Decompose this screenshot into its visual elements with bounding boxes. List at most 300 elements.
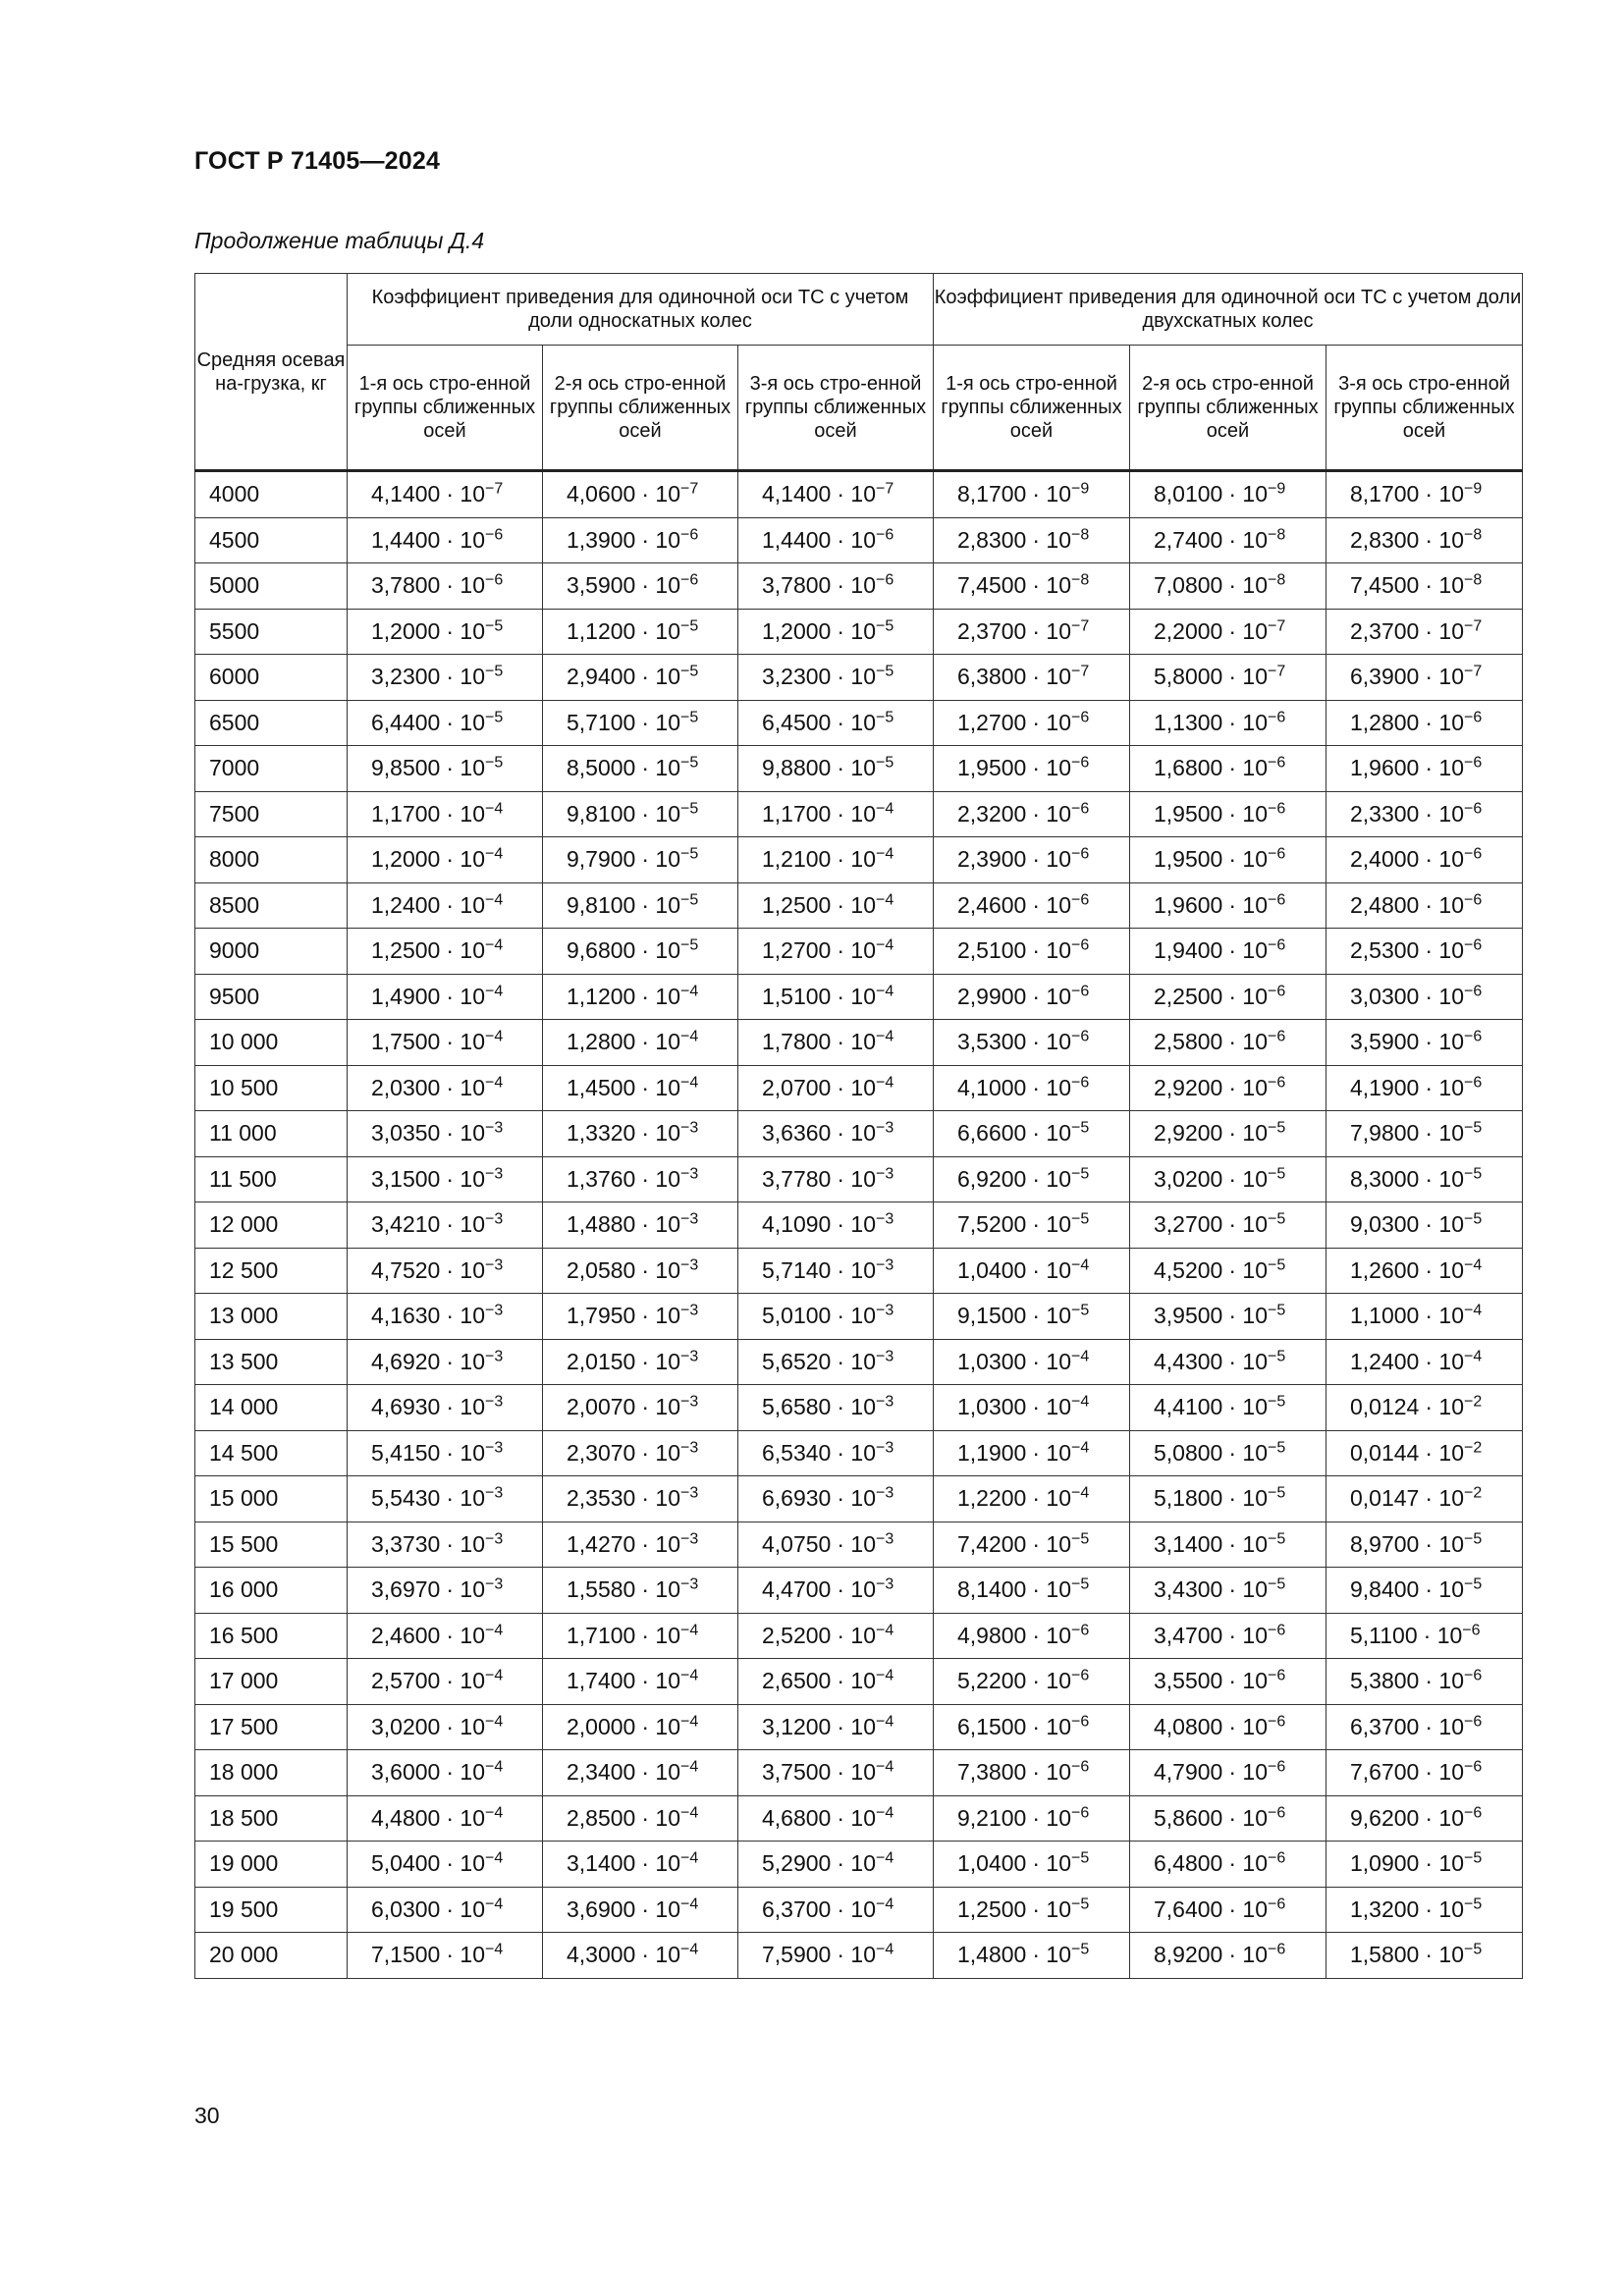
mantissa: 8,9200: [1154, 1942, 1223, 1968]
multiplier: · 10: [1425, 1485, 1464, 1512]
axle-load-cell: 4000: [195, 471, 348, 518]
multiplier: · 10: [837, 1120, 876, 1147]
coefficient-cell: [934, 1065, 1130, 1111]
exponent: −8: [1268, 526, 1286, 544]
coefficient-cell: [1326, 1111, 1523, 1157]
exponent: −6: [1071, 1713, 1090, 1731]
coefficient-cell: [348, 563, 543, 610]
exponent: −4: [680, 983, 699, 1000]
coefficient-cell: [1130, 1933, 1326, 1979]
multiplier: · 10: [641, 846, 680, 873]
coefficient-cell: [738, 1568, 934, 1614]
multiplier: · 10: [1425, 1942, 1464, 1968]
coefficient-cell: [348, 746, 543, 792]
mantissa: 9,8500: [371, 755, 441, 781]
multiplier: · 10: [837, 800, 876, 827]
exponent: −6: [680, 571, 699, 589]
header-dual-tire-group: Коэффициент приведения для одиночной оси ТС с учетом доли двухскатных колес: [934, 274, 1523, 346]
header-single-tire-group: Коэффициент приведения для одиночной оси ТС с учетом доли односкатных колес: [348, 274, 934, 346]
mantissa: 2,8300: [957, 526, 1027, 553]
multiplier: · 10: [1032, 1942, 1071, 1968]
axle-load-cell: 10 000: [195, 1020, 348, 1066]
multiplier: · 10: [446, 1211, 485, 1238]
mantissa: 3,5900: [1350, 1029, 1420, 1055]
coefficient-cell: [1130, 1659, 1326, 1705]
coefficient-cell: [348, 655, 543, 701]
axle-load-cell: 4500: [195, 517, 348, 563]
axle-load-cell: 7000: [195, 746, 348, 792]
multiplier: · 10: [446, 846, 485, 873]
mantissa: 5,7140: [762, 1256, 832, 1283]
exponent: −6: [680, 526, 699, 544]
mantissa: 5,2900: [762, 1850, 832, 1877]
exponent: −6: [1268, 800, 1286, 818]
table-row: [195, 746, 1523, 792]
axle-load-cell: 11 000: [195, 1111, 348, 1157]
mantissa: 4,1000: [957, 1074, 1027, 1100]
mantissa: 6,4800: [1154, 1850, 1223, 1877]
coefficient-cell: [543, 1065, 738, 1111]
multiplier: · 10: [1425, 1530, 1464, 1557]
mantissa: 1,9500: [957, 755, 1027, 781]
mantissa: 3,0200: [1154, 1165, 1223, 1192]
exponent: −3: [485, 1530, 504, 1548]
multiplier: · 10: [1425, 709, 1464, 735]
mantissa: 3,4210: [371, 1211, 441, 1238]
coefficient-cell: [1130, 1020, 1326, 1066]
exponent: −6: [1268, 891, 1286, 909]
multiplier: · 10: [641, 1713, 680, 1739]
mantissa: 1,3320: [567, 1120, 636, 1147]
exponent: −4: [1071, 1393, 1090, 1411]
mantissa: 1,2500: [371, 937, 441, 964]
table-row: [195, 1339, 1523, 1385]
mantissa: 1,2100: [762, 846, 832, 873]
data-table: [194, 273, 1523, 1979]
multiplier: · 10: [837, 1942, 876, 1968]
axle-load-cell: 15 000: [195, 1476, 348, 1522]
mantissa: 1,0900: [1350, 1850, 1420, 1877]
multiplier: · 10: [641, 1804, 680, 1831]
coefficient-cell: [738, 1933, 934, 1979]
exponent: −6: [485, 571, 504, 589]
mantissa: 1,9600: [1154, 891, 1223, 918]
mantissa: 5,0400: [371, 1850, 441, 1877]
mantissa: 1,7500: [371, 1029, 441, 1055]
multiplier: · 10: [1425, 1668, 1464, 1694]
coefficient-cell: [738, 1704, 934, 1750]
coefficient-cell: [1130, 1522, 1326, 1568]
exponent: −3: [680, 1393, 699, 1411]
exponent: −6: [876, 571, 894, 589]
mantissa: 2,0000: [567, 1713, 636, 1739]
exponent: −9: [1464, 480, 1483, 498]
exponent: −4: [876, 1758, 894, 1776]
mantissa: 4,0600: [567, 481, 636, 507]
coefficient-cell: [934, 471, 1130, 518]
exponent: −6: [1268, 1758, 1286, 1776]
coefficient-cell: [934, 1842, 1130, 1888]
multiplier: · 10: [641, 1622, 680, 1648]
multiplier: · 10: [1032, 846, 1071, 873]
table-row: [195, 791, 1523, 837]
mantissa: 3,7800: [762, 572, 832, 599]
exponent: −4: [680, 1804, 699, 1822]
exponent: −9: [1071, 480, 1090, 498]
multiplier: · 10: [1425, 1303, 1464, 1329]
mantissa: 3,2300: [762, 664, 832, 690]
multiplier: · 10: [1228, 1713, 1268, 1739]
mantissa: 6,3700: [1350, 1713, 1420, 1739]
exponent: −6: [1071, 1667, 1090, 1684]
multiplier: · 10: [1425, 1896, 1464, 1922]
multiplier: · 10: [1032, 1622, 1071, 1648]
mantissa: 2,4600: [957, 891, 1027, 918]
multiplier: · 10: [1032, 1850, 1071, 1877]
coefficient-cell: [934, 563, 1130, 610]
coefficient-cell: [1130, 700, 1326, 746]
multiplier: · 10: [837, 481, 876, 507]
mantissa: 1,2500: [762, 891, 832, 918]
exponent: −6: [1268, 1667, 1286, 1684]
mantissa: 8,1700: [1350, 481, 1420, 507]
coefficient-cell: [543, 1385, 738, 1431]
multiplier: · 10: [446, 800, 485, 827]
exponent: −6: [1071, 891, 1090, 909]
exponent: −7: [485, 480, 504, 498]
coefficient-cell: [1326, 1294, 1523, 1340]
axle-load-cell: 6500: [195, 700, 348, 746]
mantissa: 9,0300: [1350, 1211, 1420, 1238]
mantissa: 2,3530: [567, 1485, 636, 1512]
mantissa: 3,0300: [1350, 983, 1420, 1009]
exponent: −4: [485, 1713, 504, 1731]
coefficient-cell: [1130, 1202, 1326, 1249]
exponent: −3: [485, 1348, 504, 1365]
multiplier: · 10: [1228, 937, 1268, 964]
coefficient-cell: [934, 974, 1130, 1020]
mantissa: 1,2200: [957, 1485, 1027, 1512]
axle-load-cell: 8000: [195, 837, 348, 883]
multiplier: · 10: [1228, 709, 1268, 735]
coefficient-cell: [543, 882, 738, 929]
table-row: [195, 1202, 1523, 1249]
multiplier: · 10: [837, 1576, 876, 1603]
coefficient-cell: [738, 837, 934, 883]
exponent: −3: [876, 1302, 894, 1319]
mantissa: 1,1300: [1154, 709, 1223, 735]
mantissa: 1,1700: [371, 800, 441, 827]
mantissa: 2,8300: [1350, 526, 1420, 553]
coefficient-cell: [1130, 1385, 1326, 1431]
exponent: −3: [485, 1210, 504, 1228]
table-row: [195, 1933, 1523, 1979]
axle-load-cell: 19 000: [195, 1842, 348, 1888]
coefficient-cell: [934, 1933, 1130, 1979]
multiplier: · 10: [446, 664, 485, 690]
mantissa: 2,0070: [567, 1394, 636, 1420]
multiplier: · 10: [446, 617, 485, 644]
multiplier: · 10: [1425, 1211, 1464, 1238]
coefficient-cell: [1326, 1156, 1523, 1202]
mantissa: 6,1500: [957, 1713, 1027, 1739]
mantissa: 2,3900: [957, 846, 1027, 873]
exponent: −4: [876, 1896, 894, 1913]
coefficient-cell: [738, 563, 934, 610]
axle-load-cell: 12 000: [195, 1202, 348, 1249]
multiplier: · 10: [446, 1576, 485, 1603]
multiplier: · 10: [641, 481, 680, 507]
exponent: −6: [1464, 1074, 1483, 1092]
exponent: −5: [1268, 1393, 1286, 1411]
table-row: [195, 1020, 1523, 1066]
multiplier: · 10: [1228, 1576, 1268, 1603]
coefficient-cell: [543, 837, 738, 883]
coefficient-cell: [1326, 655, 1523, 701]
coefficient-cell: [934, 837, 1130, 883]
coefficient-cell: [1130, 655, 1326, 701]
multiplier: · 10: [641, 1759, 680, 1786]
coefficient-cell: [1326, 791, 1523, 837]
coefficient-cell: [1130, 1430, 1326, 1476]
multiplier: · 10: [641, 526, 680, 553]
exponent: −6: [1071, 1804, 1090, 1822]
exponent: −4: [485, 1804, 504, 1822]
exponent: −6: [1268, 754, 1286, 772]
multiplier: · 10: [446, 1713, 485, 1739]
multiplier: · 10: [837, 1394, 876, 1420]
coefficient-cell: [934, 1385, 1130, 1431]
coefficient-cell: [738, 1202, 934, 1249]
exponent: −4: [876, 845, 894, 863]
exponent: −3: [876, 1256, 894, 1274]
multiplier: · 10: [446, 1439, 485, 1466]
exponent: −3: [876, 1348, 894, 1365]
mantissa: 4,4300: [1154, 1348, 1223, 1374]
coefficient-cell: [934, 1248, 1130, 1294]
mantissa: 2,5700: [371, 1668, 441, 1694]
coefficient-cell: [543, 1156, 738, 1202]
coefficient-cell: [934, 1156, 1130, 1202]
multiplier: · 10: [837, 526, 876, 553]
coefficient-cell: [543, 1613, 738, 1659]
axle-load-cell: 11 500: [195, 1156, 348, 1202]
coefficient-cell: [1130, 1613, 1326, 1659]
multiplier: · 10: [446, 1668, 485, 1694]
coefficient-cell: [934, 1522, 1130, 1568]
exponent: −3: [680, 1165, 699, 1183]
exponent: −5: [1268, 1165, 1286, 1183]
multiplier: · 10: [837, 617, 876, 644]
exponent: −3: [680, 1210, 699, 1228]
mantissa: 2,0300: [371, 1074, 441, 1100]
mantissa: 8,1400: [957, 1576, 1027, 1603]
multiplier: · 10: [1228, 1622, 1268, 1648]
coefficient-cell: [543, 1020, 738, 1066]
exponent: −4: [680, 1758, 699, 1776]
mantissa: 6,9200: [957, 1165, 1027, 1192]
coefficient-cell: [1130, 1887, 1326, 1933]
coefficient-cell: [1130, 1339, 1326, 1385]
coefficient-cell: [1130, 563, 1326, 610]
multiplier: · 10: [641, 1303, 680, 1329]
mantissa: 3,1500: [371, 1165, 441, 1192]
exponent: −5: [680, 800, 699, 818]
multiplier: · 10: [837, 755, 876, 781]
multiplier: · 10: [641, 755, 680, 781]
multiplier: · 10: [641, 1256, 680, 1283]
exponent: −5: [1464, 1849, 1483, 1867]
multiplier: · 10: [837, 1074, 876, 1100]
multiplier: · 10: [1228, 1165, 1268, 1192]
header-dual-axle-3: 3-я ось стро-енной группы сближенных осей: [1326, 346, 1523, 471]
mantissa: 1,2800: [1350, 709, 1420, 735]
mantissa: 4,5200: [1154, 1256, 1223, 1283]
multiplier: · 10: [1228, 1120, 1268, 1147]
multiplier: · 10: [1032, 526, 1071, 553]
coefficient-cell: [348, 1887, 543, 1933]
mantissa: 1,4800: [957, 1942, 1027, 1968]
exponent: −3: [485, 1575, 504, 1593]
multiplier: · 10: [1228, 800, 1268, 827]
multiplier: · 10: [1425, 526, 1464, 553]
multiplier: · 10: [641, 1211, 680, 1238]
exponent: −7: [1464, 617, 1483, 635]
coefficient-cell: [934, 1111, 1130, 1157]
mantissa: 1,7100: [567, 1622, 636, 1648]
exponent: −5: [485, 663, 504, 680]
multiplier: · 10: [446, 891, 485, 918]
multiplier: · 10: [1425, 1576, 1464, 1603]
exponent: −3: [680, 1530, 699, 1548]
coefficient-cell: [1130, 1704, 1326, 1750]
mantissa: 1,2500: [957, 1896, 1027, 1922]
coefficient-cell: [348, 471, 543, 518]
mantissa: 5,3800: [1350, 1668, 1420, 1694]
multiplier: · 10: [641, 617, 680, 644]
mantissa: 0,0147: [1350, 1485, 1420, 1512]
coefficient-cell: [543, 746, 738, 792]
exponent: −6: [1071, 1028, 1090, 1045]
multiplier: · 10: [1032, 572, 1071, 599]
multiplier: · 10: [1032, 800, 1071, 827]
multiplier: · 10: [1032, 1394, 1071, 1420]
multiplier: · 10: [1228, 481, 1268, 507]
mantissa: 4,1400: [371, 481, 441, 507]
mantissa: 5,5430: [371, 1485, 441, 1512]
exponent: −5: [1464, 1530, 1483, 1548]
coefficient-cell: [1326, 1202, 1523, 1249]
coefficient-cell: [1130, 1248, 1326, 1294]
mantissa: 6,6600: [957, 1120, 1027, 1147]
mantissa: 9,8400: [1350, 1576, 1420, 1603]
coefficient-cell: [1326, 1476, 1523, 1522]
exponent: −3: [485, 1393, 504, 1411]
multiplier: · 10: [1425, 1074, 1464, 1100]
coefficient-cell: [738, 471, 934, 518]
mantissa: 7,0800: [1154, 572, 1223, 599]
multiplier: · 10: [1032, 1759, 1071, 1786]
mantissa: 1,2400: [371, 891, 441, 918]
exponent: −5: [1268, 1302, 1286, 1319]
multiplier: · 10: [1032, 755, 1071, 781]
coefficient-cell: [738, 791, 934, 837]
coefficient-cell: [1326, 837, 1523, 883]
coefficient-cell: [1326, 1704, 1523, 1750]
exponent: −8: [1464, 526, 1483, 544]
coefficient-cell: [543, 1795, 738, 1842]
exponent: −6: [1464, 1028, 1483, 1045]
exponent: −6: [1464, 754, 1483, 772]
multiplier: · 10: [1228, 572, 1268, 599]
exponent: −5: [680, 663, 699, 680]
exponent: −4: [876, 1941, 894, 1958]
coefficient-cell: [348, 1339, 543, 1385]
table-row: [195, 1568, 1523, 1614]
mantissa: 1,2400: [1350, 1348, 1420, 1374]
mantissa: 1,2600: [1350, 1256, 1420, 1283]
multiplier: · 10: [1032, 1303, 1071, 1329]
axle-load-cell: 12 500: [195, 1248, 348, 1294]
mantissa: 6,5340: [762, 1439, 832, 1466]
coefficient-cell: [934, 1887, 1130, 1933]
coefficient-cell: [934, 609, 1130, 655]
exponent: −5: [1071, 1896, 1090, 1913]
exponent: −4: [485, 936, 504, 954]
exponent: −6: [1071, 983, 1090, 1000]
exponent: −5: [680, 891, 699, 909]
mantissa: 3,9500: [1154, 1303, 1223, 1329]
exponent: −5: [680, 754, 699, 772]
multiplier: · 10: [641, 1439, 680, 1466]
exponent: −8: [1464, 571, 1483, 589]
mantissa: 2,9900: [957, 983, 1027, 1009]
multiplier: · 10: [1032, 937, 1071, 964]
multiplier: · 10: [641, 1485, 680, 1512]
coefficient-cell: [1326, 929, 1523, 975]
coefficient-cell: [1130, 929, 1326, 975]
mantissa: 2,3700: [1350, 617, 1420, 644]
table-row: [195, 837, 1523, 883]
coefficient-cell: [1326, 1568, 1523, 1614]
mantissa: 7,6700: [1350, 1759, 1420, 1786]
mantissa: 4,1090: [762, 1211, 832, 1238]
exponent: −5: [1071, 1210, 1090, 1228]
exponent: −4: [876, 1028, 894, 1045]
mantissa: 1,2700: [762, 937, 832, 964]
multiplier: · 10: [837, 1485, 876, 1512]
mantissa: 0,0144: [1350, 1439, 1420, 1466]
mantissa: 7,5200: [957, 1211, 1027, 1238]
exponent: −4: [485, 1758, 504, 1776]
mantissa: 6,3800: [957, 664, 1027, 690]
coefficient-cell: [348, 929, 543, 975]
coefficient-cell: [934, 1659, 1130, 1705]
exponent: −6: [1071, 754, 1090, 772]
multiplier: · 10: [837, 1804, 876, 1831]
exponent: −5: [1071, 1575, 1090, 1593]
table-row: [195, 1522, 1523, 1568]
axle-load-cell: 20 000: [195, 1933, 348, 1979]
exponent: −7: [1268, 663, 1286, 680]
coefficient-cell: [934, 791, 1130, 837]
multiplier: · 10: [837, 1348, 876, 1374]
multiplier: · 10: [1228, 1668, 1268, 1694]
coefficient-cell: [543, 1111, 738, 1157]
coefficient-cell: [1326, 1248, 1523, 1294]
exponent: −6: [1071, 1758, 1090, 1776]
mantissa: 3,3730: [371, 1530, 441, 1557]
